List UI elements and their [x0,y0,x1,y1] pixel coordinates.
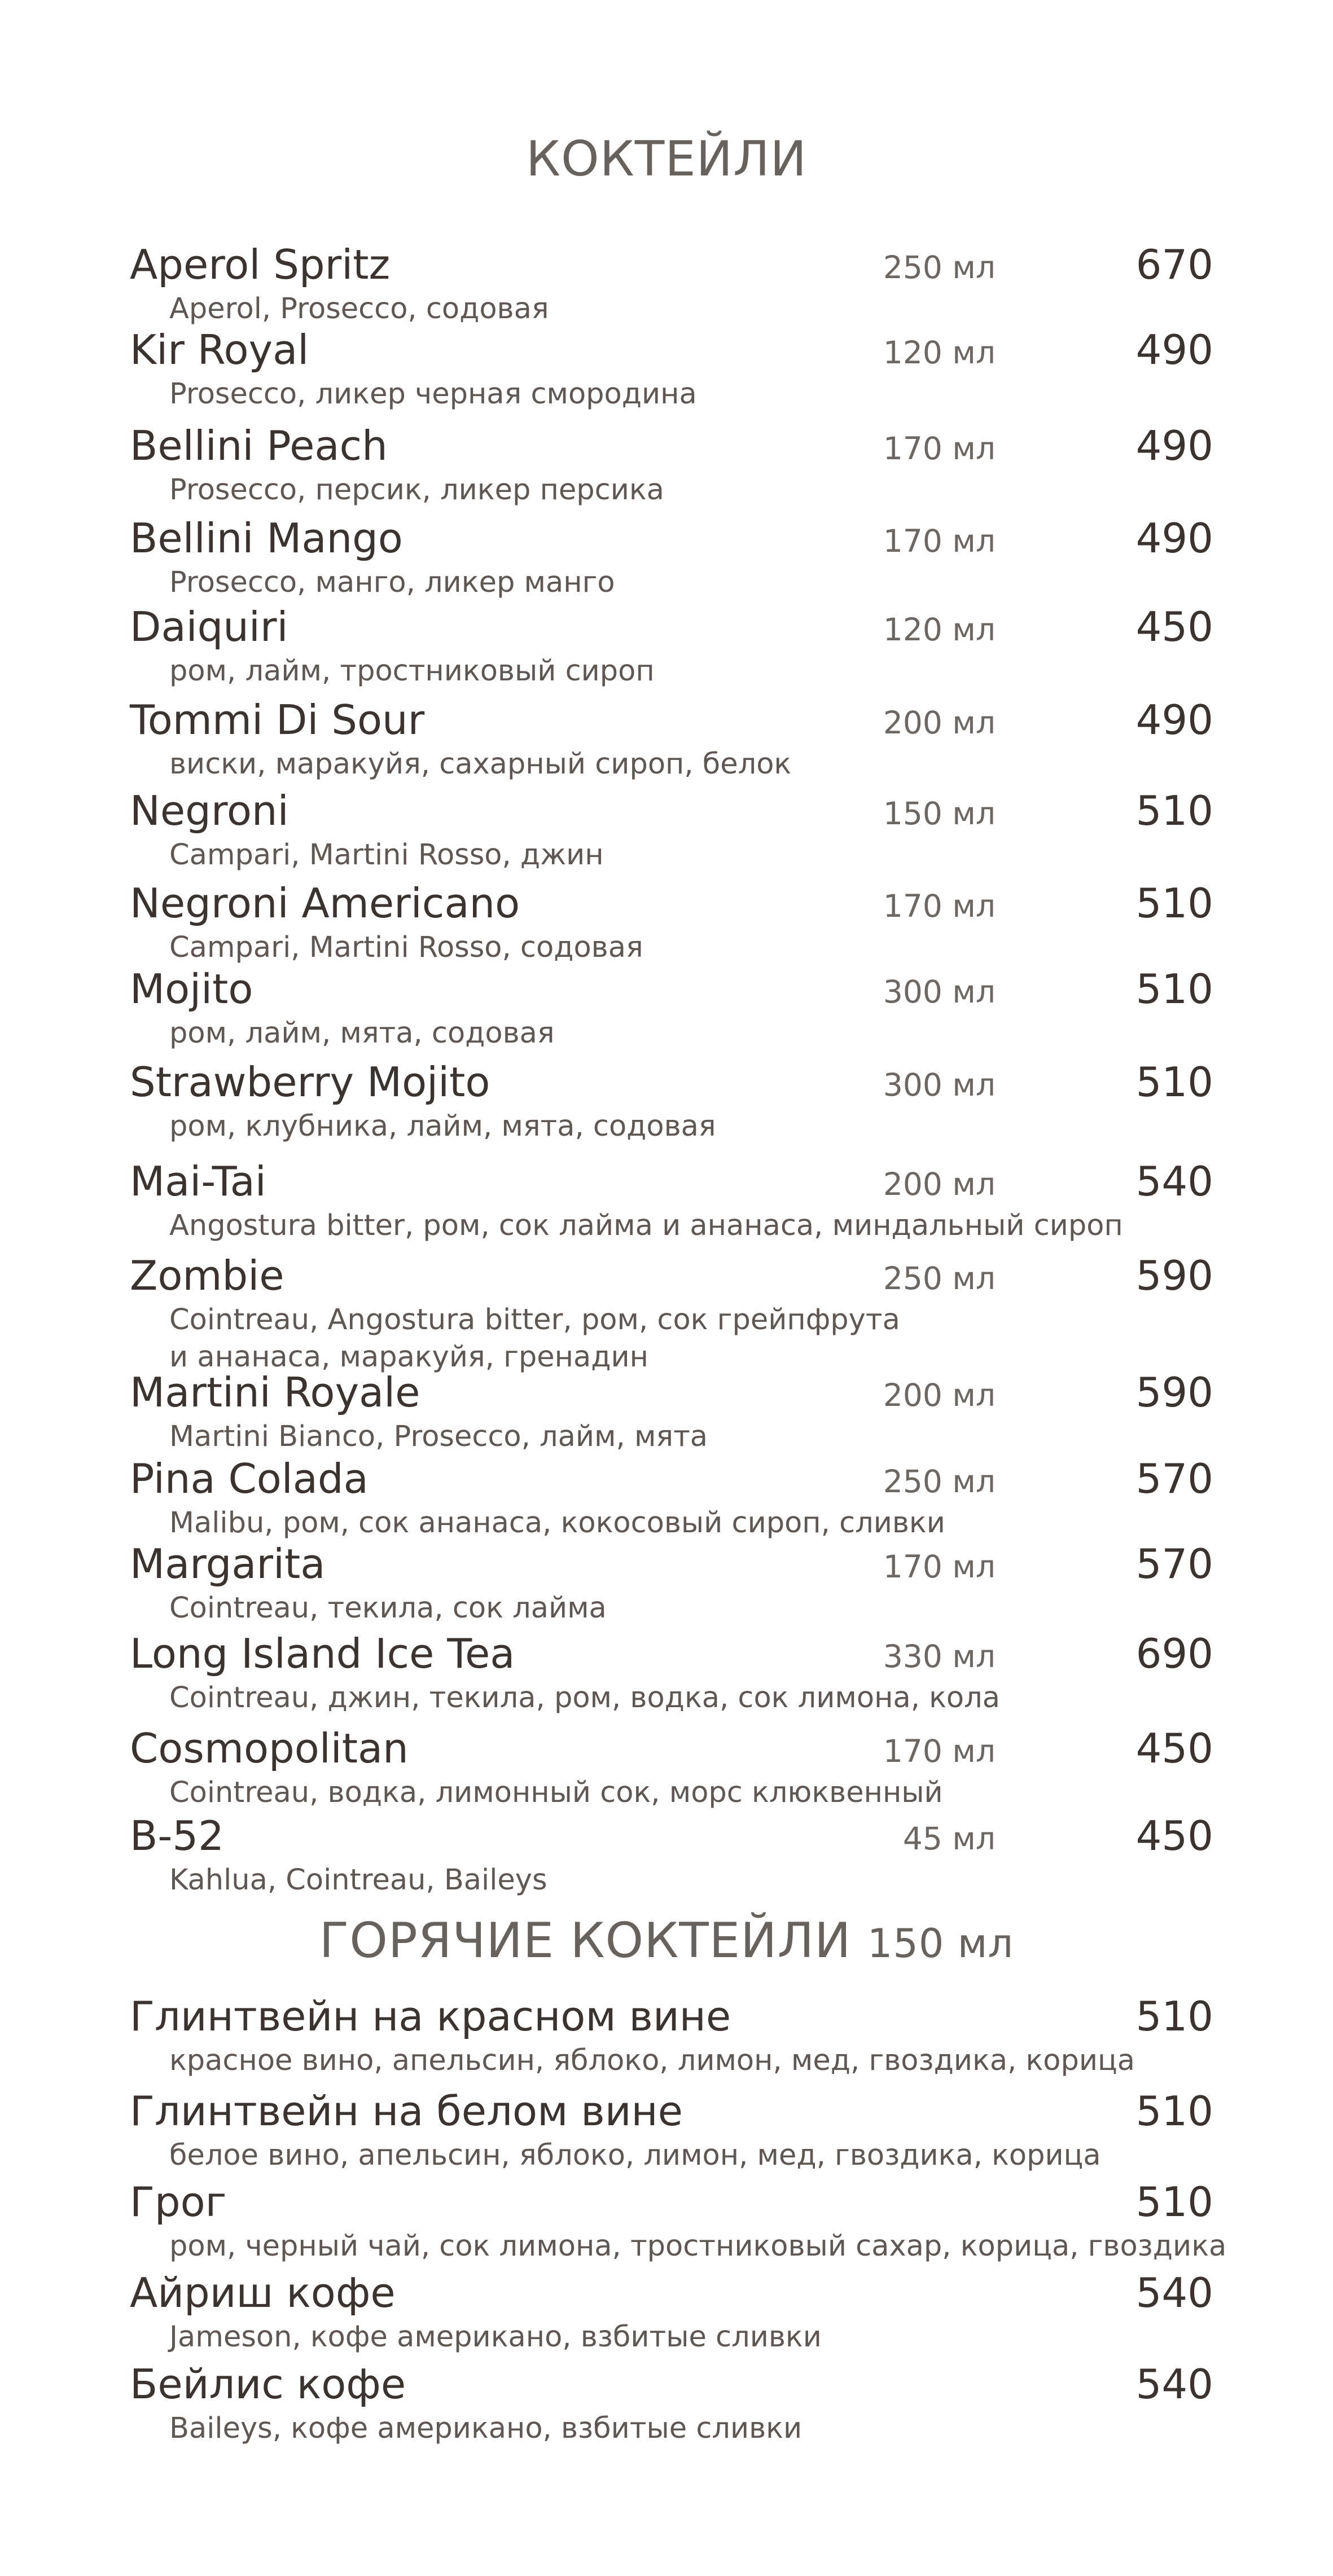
menu-item [0,1252,1333,1374]
item-price: 450 [1135,1812,1213,1860]
item-price: 510 [1135,965,1213,1013]
item-name: Грог [130,2178,227,2226]
item-price: 540 [1135,2269,1213,2316]
item-name: Daiquiri [130,603,288,650]
item-description: ром, лайм, мята, содовая [169,1017,555,1050]
item-name: Mojito [130,965,253,1013]
menu-item [0,1158,1333,1242]
item-price: 670 [1135,241,1213,288]
item-description: ром, черный чай, сок лимона, тростниковый сахар, корица, гвоздика [169,2230,1227,2263]
item-volume: 250 мл [883,1260,996,1296]
item-description: ром, клубника, лайм, мята, содовая [169,1110,716,1143]
item-volume: 200 мл [883,705,996,741]
item-description: Cointreau, водка, лимонный сок, морс клюквенный [169,1776,943,1809]
item-price: 690 [1135,1630,1213,1677]
menu-item [0,241,1333,326]
item-description: Campari, Martini Rosso, джин [169,838,604,872]
item-price: 590 [1135,1252,1213,1299]
item-description: Cointreau, текила, сок лайма [169,1592,607,1625]
menu-item [0,326,1333,411]
item-volume: 200 мл [883,1166,996,1202]
item-volume: 250 мл [883,1463,996,1500]
item-volume: 45 мл [902,1821,996,1857]
item-name: Margarita [130,1540,326,1588]
item-volume: 170 мл [883,430,996,467]
item-name: Bellini Peach [130,422,388,469]
item-volume: 170 мл [883,1733,996,1769]
item-price: 510 [1135,787,1213,834]
item-price: 540 [1135,1158,1213,1205]
item-volume: 120 мл [883,612,996,648]
menu-item [0,1630,1333,1715]
item-volume: 170 мл [883,523,996,559]
menu-item [0,1455,1333,1540]
item-description: Cointreau, джин, текила, ром, водка, сок лимона, кола [169,1681,1000,1715]
item-description: Kahlua, Cointreau, Baileys [169,1863,547,1897]
item-price: 450 [1135,603,1213,650]
menu-item [0,1725,1333,1809]
item-name: Strawberry Mojito [130,1058,490,1106]
item-description: Prosecco, манго, ликер манго [169,566,615,599]
item-price: 490 [1135,515,1213,562]
menu-item [0,422,1333,507]
section-title-volume: 150 мл [867,1920,1014,1967]
item-description: ром, лайм, тростниковый сироп [169,654,655,688]
item-description: Angostura bitter, ром, сок лайма и ананаса, миндальный сироп [169,1209,1123,1242]
item-name: Kir Royal [130,326,309,373]
item-name: Zombie [130,1252,284,1299]
item-description: виски, маракуйя, сахарный сироп, белок [169,748,792,781]
item-price: 510 [1135,1058,1213,1106]
item-price: 510 [1135,2178,1213,2226]
item-description: Martini Bianco, Prosecco, лайм, мята [169,1420,708,1453]
item-name: B-52 [130,1812,224,1860]
item-volume: 300 мл [883,1067,996,1103]
item-description: Jameson, кофе американо, взбитые сливки [169,2320,822,2354]
section-title-hot-cocktails [0,1913,1333,1969]
item-name: Negroni Americano [130,880,520,927]
item-price: 540 [1135,2360,1213,2408]
menu-item [0,1812,1333,1897]
item-name: Long Island Ice Tea [130,1630,515,1677]
item-name: Martini Royale [130,1369,420,1416]
item-price: 450 [1135,1725,1213,1772]
section-title-cocktails: КОКТЕЙЛИ [525,131,807,187]
item-price: 570 [1135,1540,1213,1588]
item-name: Mai-Tai [130,1158,266,1205]
item-volume: 120 мл [883,335,996,371]
item-name: Cosmopolitan [130,1725,409,1772]
menu-item [0,603,1333,688]
menu-item [0,1993,1333,2077]
section-title-text: ГОРЯЧИЕ КОКТЕЙЛИ [319,1913,852,1969]
item-name: Negroni [130,787,289,834]
item-description: Malibu, ром, сок ананаса, кокосовый сироп, сливки [169,1506,945,1540]
item-name: Pina Colada [130,1455,369,1502]
item-price: 490 [1135,696,1213,744]
item-description: Prosecco, ликер черная смородина [169,377,697,411]
item-description: Cointreau, Angostura bitter, ром, сок грейпфрута и ананаса, маракуйя, гренадин [169,1303,900,1374]
menu-item [0,1369,1333,1453]
item-name: Глинтвейн на красном вине [130,1993,731,2040]
item-price: 490 [1135,422,1213,469]
item-name: Bellini Mango [130,515,403,562]
item-volume: 170 мл [883,1549,996,1585]
item-volume: 250 мл [883,249,996,285]
menu-item [0,787,1333,872]
item-description: Prosecco, персик, ликер персика [169,473,664,507]
item-name: Бейлис кофе [130,2360,406,2408]
item-volume: 150 мл [883,795,996,832]
item-name: Глинтвейн на белом вине [130,2087,683,2135]
item-price: 510 [1135,880,1213,927]
item-price: 590 [1135,1369,1213,1416]
item-price: 490 [1135,326,1213,373]
item-volume: 330 мл [883,1638,996,1674]
item-volume: 200 мл [883,1377,996,1413]
item-description: Baileys, кофе американо, взбитые сливки [169,2412,803,2445]
item-volume: 170 мл [883,888,996,924]
item-price: 510 [1135,1993,1213,2040]
item-description: красное вино, апельсин, яблоко, лимон, мед, гвоздика, корица [169,2044,1135,2077]
item-name: Айриш кофе [130,2269,396,2316]
item-description: белое вино, апельсин, яблоко, лимон, мед, гвоздика, корица [169,2139,1101,2172]
item-description: Campari, Martini Rosso, содовая [169,931,643,964]
item-name: Tommi Di Sour [130,696,425,744]
item-volume: 300 мл [883,974,996,1010]
item-name: Aperol Spritz [130,241,391,288]
menu-item [0,2269,1333,2354]
item-price: 510 [1135,2087,1213,2135]
item-price: 570 [1135,1455,1213,1502]
item-description: Aperol, Prosecco, содовая [169,292,549,326]
